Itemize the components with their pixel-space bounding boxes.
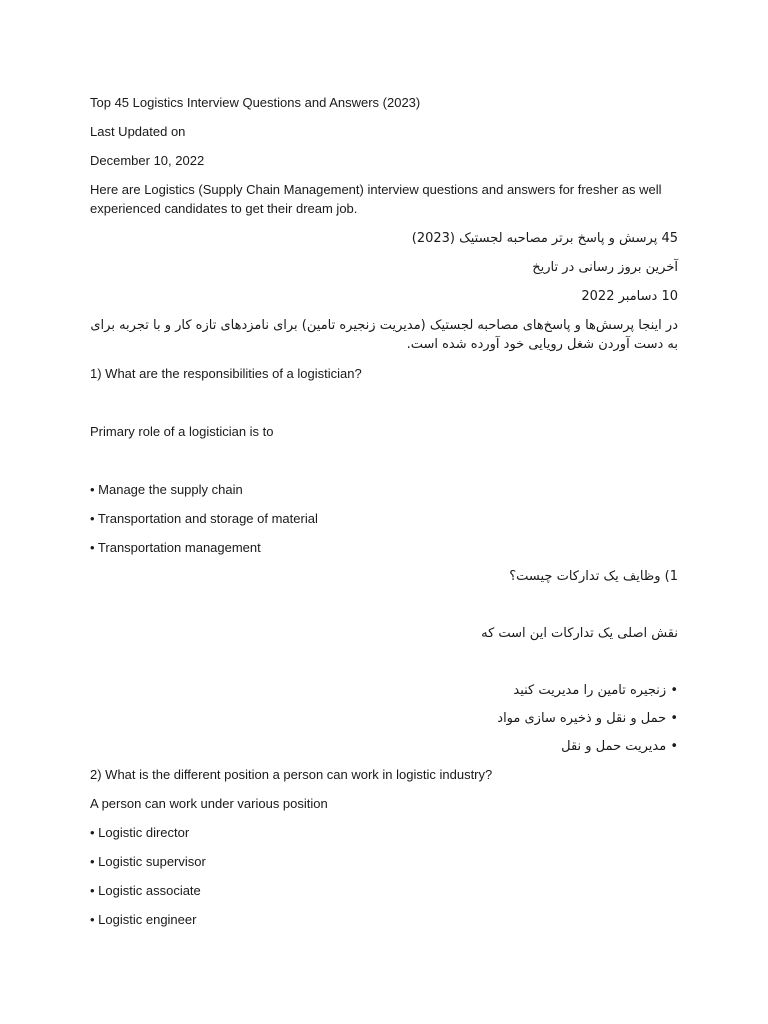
answer-1-intro-fa: نقش اصلی یک تدارکات این است که <box>481 626 678 641</box>
answer-1-bullet-fa: • حمل و نقل و ذخیره سازی مواد <box>497 711 678 726</box>
updated-date: December 10, 2022 <box>90 153 205 168</box>
answer-1-bullet-fa: • زنجیره تامین را مدیریت کنید <box>513 683 678 698</box>
answer-2-bullet: • Logistic associate <box>90 883 201 898</box>
updated-date-fa: 10 دسامبر 2022 <box>581 289 678 304</box>
last-updated-label: Last Updated on <box>90 124 186 139</box>
answer-2-bullet: • Logistic supervisor <box>90 854 206 869</box>
question-2: 2) What is the different position a person can work in logistic industry? <box>90 767 493 782</box>
answer-1-intro: Primary role of a logistician is to <box>90 424 274 439</box>
answer-1-bullet: • Manage the supply chain <box>90 482 243 497</box>
question-1: 1) What are the responsibilities of a logistician? <box>90 366 362 381</box>
answer-2-bullet: • Logistic engineer <box>90 912 197 927</box>
answer-1-bullet: • Transportation management <box>90 540 261 555</box>
answer-1-bullet-fa: • مدیریت حمل و نقل <box>561 739 678 754</box>
answer-2-intro: A person can work under various position <box>90 796 328 811</box>
intro-paragraph: Here are Logistics (Supply Chain Management) interview questions and answers for fresher as well experienced candidates to get their dream job. <box>90 182 662 216</box>
question-1-fa: 1) وظایف یک تدارکات چیست؟ <box>509 569 678 584</box>
answer-2-bullet: • Logistic director <box>90 825 190 840</box>
answer-1-bullet: • Transportation and storage of material <box>90 511 318 526</box>
article-title: Top 45 Logistics Interview Questions and Answers (2023) <box>90 95 421 110</box>
intro-paragraph-fa: در اینجا پرسش‌ها و پاسخ‌های مصاحبه لجستیک (مدیریت زنجیره تامین) برای نامزدهای تازه کار و با تجربه برای به دست آوردن شغل رویایی خود آورده شده است. <box>90 318 678 352</box>
last-updated-label-fa: آخرین بروز رسانی در تاریخ <box>532 260 678 275</box>
article-title-fa: 45 پرسش و پاسخ برتر مصاحبه لجستیک (2023) <box>411 231 678 246</box>
